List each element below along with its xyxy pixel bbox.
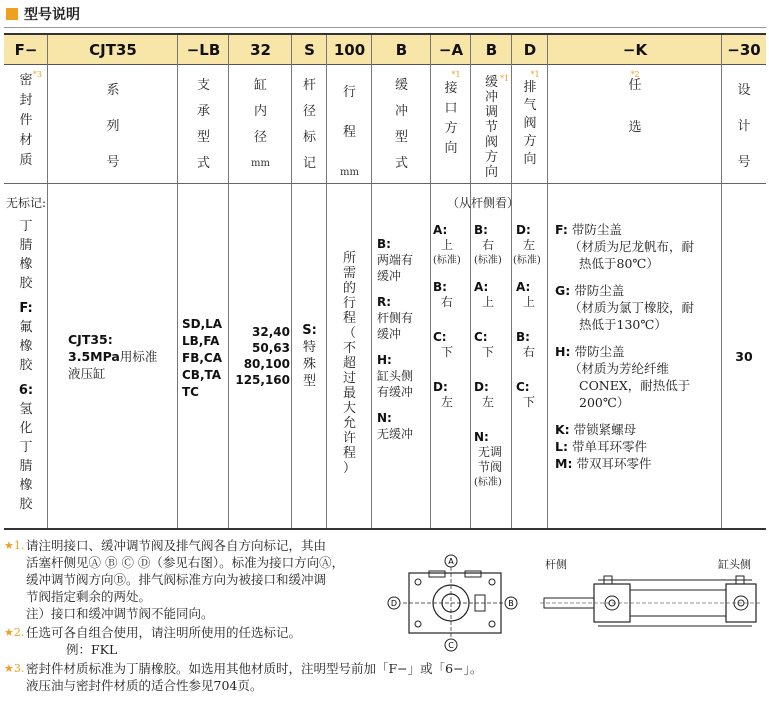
hdr-rod: S: [304, 41, 315, 59]
note-3: ★3. 密封件材质标准为丁腈橡胶。如选用其他材质时，注明型号前加「F−」或「6−」。 液压油与密封件材质的适合性参见704页。: [4, 661, 483, 693]
desc-cushion: 缓 冲 型 式: [394, 78, 408, 171]
hdr-cushion: B: [395, 41, 408, 59]
model-table: F− CJT35 −LB 32 S 100 B −A B D −K −30 *3 密 封 件 材 质 系 列 号 支 承 型 式 缸 内 径 mm 杆 径 标 记 行 程 mm 缓 冲 型 式 *1 接 口 方 向 缓 冲 调 节 阀 方 向 *1 *1 排 气 阀 方 向 *2 任 选 设 计 号 无标记: 丁 腈 橡 胶 F: 氟 橡 胶 6: 氢 化 丁 腈 橡 胶 CJT35: 3.5MPa用标准 液压缸 SD,LA LB,FA FB,CA CB,TA TC 32,40 50,63 80,100 125,160 S: 特 殊 型 所 需 的 行 程 （ 不 超 过 最 大 允 许 程 ） B: 两端有 缓冲 R: 杆侧有 缓冲 H: 缸头侧 有缓冲 N: 无缓冲 （从杆侧看） A: 上 (标准) B: 右 C: 下 D: 左 B: 右 (标准) A: 上 C: 下 D: 左 N: 无调 节阀 (标准) D: 左 (标准) A: 上 B: 右 C: 下 F: 带防尘盖 （材质为尼龙帆布，耐 热低于80℃） G: 带防尘盖 （材质为氯丁橡胶，耐 热低于130℃） H: 带防尘盖 （材质为芳纶纤维 CONEX，耐热低于 200℃） K: 带锁紧螺母 L: 带单耳环零件 M: 带双耳环零件 30: [4, 33, 766, 530]
hdr-adjust: B: [485, 41, 498, 59]
desc-exhaust: *1 排 气 阀 方 向: [523, 70, 540, 167]
seal-none: 无标记:: [6, 196, 47, 210]
port-list: A: 上 (标准) B: 右 C: 下 D: 左: [433, 223, 461, 409]
direction-diagram: [385, 553, 525, 653]
hdr-design: −30: [727, 41, 761, 59]
note-2: ★2. 任选可各自组合使用，请注明所使用的任选标记。 例：FKL: [4, 625, 302, 657]
cylinder-side-diagram: [540, 572, 765, 632]
desc-seal: *3 密 封 件 材 质: [19, 70, 42, 168]
title-square-icon: [6, 8, 18, 20]
design-number: 30: [735, 349, 753, 364]
cushion-list: B: 两端有 缓冲 R: 杆侧有 缓冲 H: 缸头侧 有缓冲 N: 无缓冲: [377, 237, 414, 441]
desc-series: 系 列 号: [106, 83, 120, 170]
bore-list: 32,40 50,63 80,100 125,160: [235, 325, 290, 387]
desc-bore: 缸 内 径 mm: [251, 78, 270, 169]
exhaust-list: D: 左 (标准) A: 上 B: 右 C: 下: [513, 223, 541, 409]
desc-adjust: 缓 冲 调 节 阀 方 向: [484, 75, 498, 180]
rod-content: S: 特 殊 型: [302, 323, 317, 389]
hdr-series: CJT35: [89, 41, 137, 59]
hdr-mount: −LB: [186, 41, 221, 59]
divider: [4, 27, 766, 28]
desc-mount: 支 承 型 式: [196, 78, 210, 171]
option-list: F: 带防尘盖 （材质为尼龙帆布，耐 热低于80℃） G: 带防尘盖 （材质为氯丁橡胶，耐 热低于130℃） H: 带防尘盖 （材质为芳纶纤维 CONEX，耐热低于 200℃） K: 带锁紧螺母 L: 带单耳环零件 M: 带双耳环零件: [555, 222, 695, 471]
head-side-label: 缸头侧: [718, 558, 751, 571]
desc-stroke: 行 程 mm: [340, 85, 359, 178]
view-note: （从杆侧看）: [447, 196, 520, 210]
hdr-seal: F−: [14, 41, 38, 59]
adjust-list: B: 右 (标准) A: 上 C: 下 D: 左 N: 无调 节阀 (标准): [474, 223, 503, 488]
hdr-exhaust: D: [523, 41, 537, 59]
mount-list: SD,LA LB,FA FB,CA CB,TA TC: [182, 317, 223, 399]
section-title: [6, 4, 80, 24]
notes: [4, 537, 483, 694]
label-b: B: [508, 599, 514, 608]
desc-divider: [4, 183, 766, 184]
stroke-content: 所 需 的 行 程 （ 不 超 过 最 大 允 许 程 ）: [342, 251, 356, 476]
hdr-bore: 32: [250, 41, 271, 59]
desc-rod: 杆 径 标 记: [302, 78, 316, 171]
hdr-option: −K: [622, 41, 648, 59]
hdr-stroke: 100: [333, 41, 366, 59]
desc-option: *2 任 选: [628, 70, 642, 135]
seal-options: 丁 腈 橡 胶 F: 氟 橡 胶 6: 氢 化 丁 腈 橡 胶: [18, 219, 34, 512]
desc-port: *1 接 口 方 向: [444, 70, 461, 156]
label-c: C: [448, 641, 454, 650]
desc-design: 设 计 号: [737, 83, 751, 170]
note-1: ★1. 请注明接口、缓冲调节阀及排气阀各自方向标记，其由 活塞杆侧见Ⓐ Ⓑ Ⓒ Ⓓ（参见右图）。标准为接口方向Ⓐ， 缓冲调节阀方向Ⓑ。排气阀标准方向为被接口和缓冲调 节阀指定剩余的两处。 注）接口和缓冲调节阀不能同向。: [4, 538, 345, 621]
hdr-port: −A: [438, 41, 464, 59]
title-text: 型号说明: [24, 7, 80, 23]
label-d: D: [390, 599, 398, 608]
label-a: A: [448, 557, 454, 566]
rod-side-label: 杆侧: [545, 558, 567, 571]
series-content: CJT35: 3.5MPa用标准 液压缸: [68, 332, 158, 381]
